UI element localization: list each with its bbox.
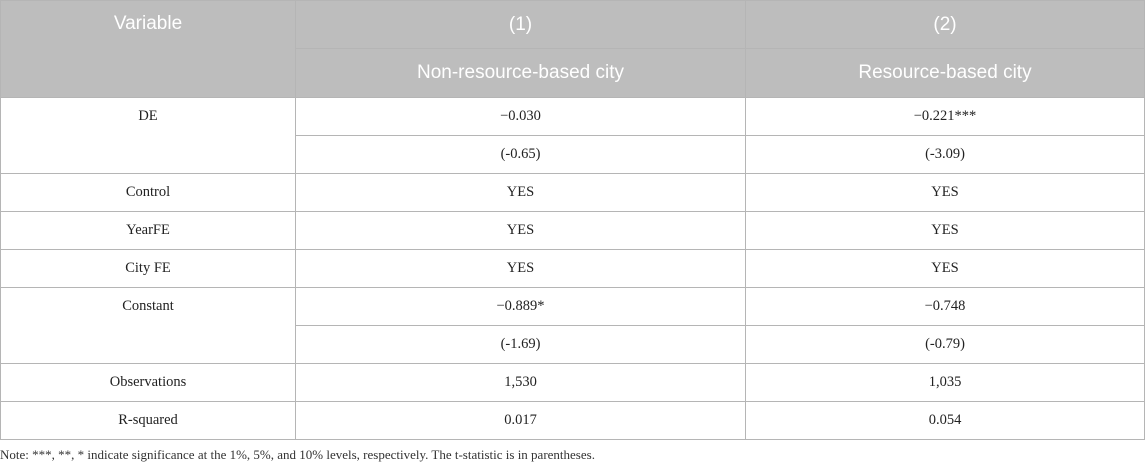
table-row-control (1, 174, 1145, 212)
cell-constant-col1-tstat: (-1.69) (296, 326, 746, 364)
row-label-observations: Observations (1, 364, 296, 402)
table-row-cityfe (1, 250, 1145, 288)
cell-constant-col1-coef: −0.889* (296, 288, 746, 326)
variable-column-header: Variable (1, 1, 296, 98)
table-row-observations (1, 364, 1145, 402)
row-label-de: DE (1, 98, 296, 174)
cell-observations-col2: 1,035 (746, 364, 1145, 402)
table-row-rsquared (1, 402, 1145, 440)
cell-observations-col1: 1,530 (296, 364, 746, 402)
row-label-control: Control (1, 174, 296, 212)
cell-yearfe-col2: YES (746, 212, 1145, 250)
cell-control-col1: YES (296, 174, 746, 212)
cell-de-col2-coef: −0.221*** (746, 98, 1145, 136)
column-1-name: Non-resource-based city (296, 49, 746, 98)
column-2-name: Resource-based city (746, 49, 1145, 98)
row-label-constant: Constant (1, 288, 296, 364)
cell-constant-col2-tstat: (-0.79) (746, 326, 1145, 364)
row-label-cityfe: City FE (1, 250, 296, 288)
table-row-constant (1, 288, 1145, 326)
cell-constant-col2-coef: −0.748 (746, 288, 1145, 326)
row-label-rsquared: R-squared (1, 402, 296, 440)
row-label-yearfe: YearFE (1, 212, 296, 250)
cell-control-col2: YES (746, 174, 1145, 212)
header-row-numbers (1, 1, 1145, 49)
cell-rsquared-col1: 0.017 (296, 402, 746, 440)
cell-de-col1-tstat: (-0.65) (296, 136, 746, 174)
table-header (1, 1, 1145, 98)
cell-cityfe-col1: YES (296, 250, 746, 288)
column-1-number: (1) (296, 1, 746, 49)
cell-rsquared-col2: 0.054 (746, 402, 1145, 440)
table-row-yearfe (1, 212, 1145, 250)
table-body (1, 98, 1145, 440)
table-note: Note: ***, **, * indicate significance at the 1%, 5%, and 10% levels, respectively. The t-statistic is in parentheses. (0, 447, 595, 462)
cell-yearfe-col1: YES (296, 212, 746, 250)
column-2-number: (2) (746, 1, 1145, 49)
table-row-de (1, 98, 1145, 136)
cell-de-col1-coef: −0.030 (296, 98, 746, 136)
cell-de-col2-tstat: (-3.09) (746, 136, 1145, 174)
cell-cityfe-col2: YES (746, 250, 1145, 288)
